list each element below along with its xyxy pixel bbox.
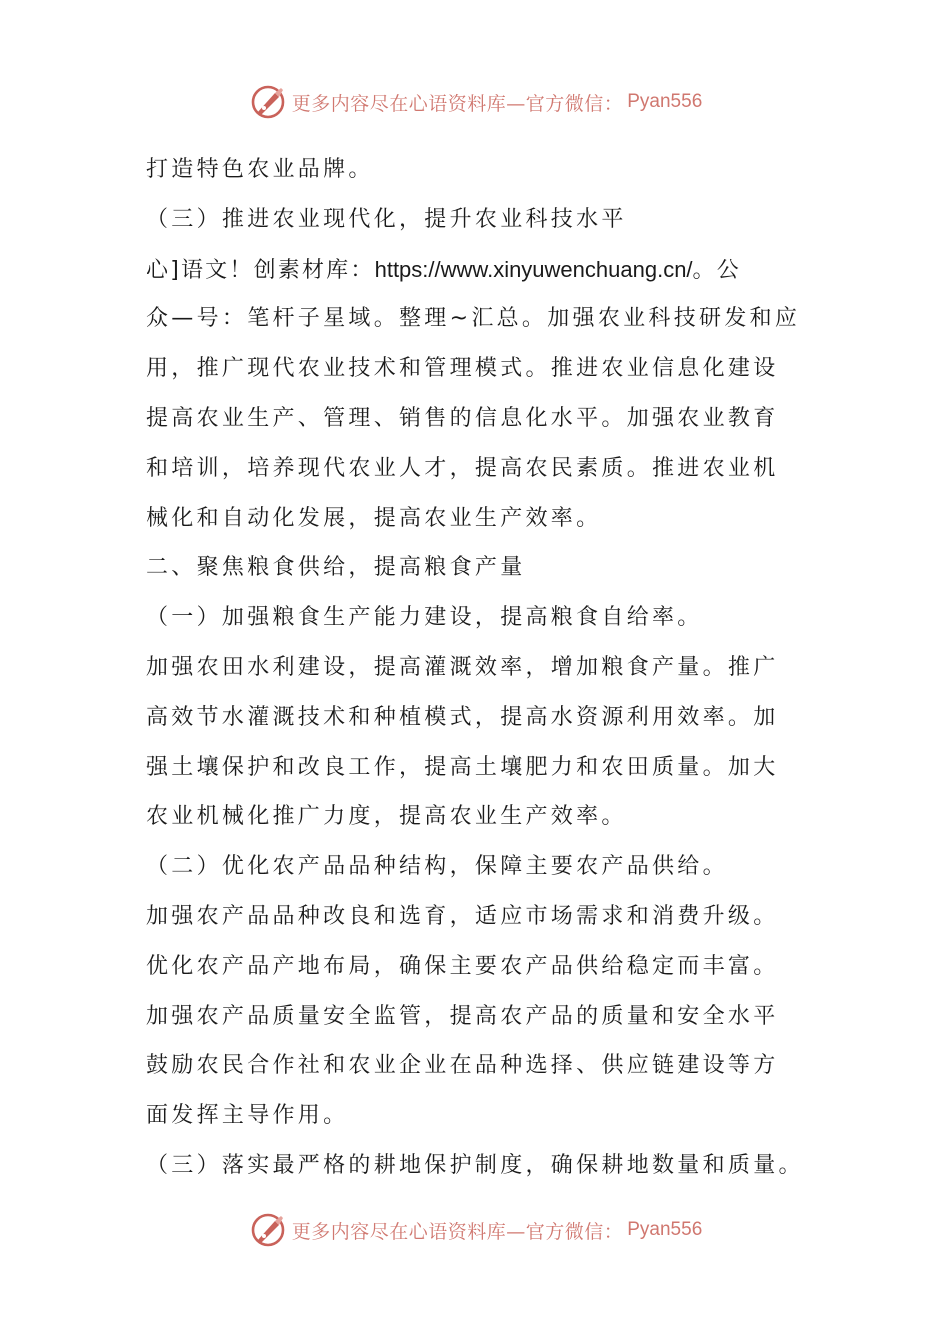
text-line: 和培训，培养现代农业人才，提高农民素质。推进农业机	[146, 455, 779, 481]
footer-watermark-banner	[0, 1208, 950, 1252]
text-line: 加强农田水利建设，提高灌溉效率，增加粮食产量。推广	[146, 654, 779, 680]
text-line-with-url	[146, 245, 810, 295]
text-line: 提高农业生产、管理、销售的信息化水平。加强农业教育	[146, 405, 779, 431]
document-body	[146, 145, 810, 1191]
watermark-text: 更多内容尽在心语资料库—官方微信：	[291, 1220, 624, 1243]
pen-nib-logo-icon	[248, 82, 288, 122]
text-line: 高效节水灌溉技术和种植模式，提高水资源利用效率。加	[146, 704, 779, 730]
text-line: 鼓励农民合作社和农业企业在品种选择、供应链建设等方	[146, 1053, 779, 1079]
watermark-wechat-id: Pyan556	[627, 91, 703, 112]
url-prefix: 心]语文！创素材库：	[146, 257, 375, 283]
text-line: 加强农产品品种改良和选育，适应市场需求和消费升级。	[146, 903, 779, 929]
header-watermark-banner	[0, 80, 950, 124]
section-heading: （三）推进农业现代化，提升农业科技水平	[146, 206, 627, 232]
text-line: 械化和自动化发展，提高农业生产效率。	[146, 505, 602, 531]
section-heading: 二、聚焦粮食供给，提高粮食产量	[146, 555, 526, 581]
subsection-heading: （一）加强粮食生产能力建设，提高粮食自给率。	[146, 605, 703, 631]
subsection-heading: （三）落实最严格的耕地保护制度，确保耕地数量和质量。	[146, 1152, 804, 1178]
watermark-wechat-id: Pyan556	[627, 1219, 703, 1240]
text-line: 农业机械化推广力度，提高农业生产效率。	[146, 804, 627, 830]
website-url: https://www.xinyuwenchuang.cn/	[374, 256, 693, 282]
text-line: 强土壤保护和改良工作，提高土壤肥力和农田质量。加大	[146, 754, 779, 780]
text-line: 面发挥主导作用。	[146, 1103, 349, 1129]
subsection-heading: （二）优化农产品品种结构，保障主要农产品供给。	[146, 854, 728, 880]
text-line: 加强农产品质量安全监管，提高农产品的质量和安全水平	[146, 1003, 779, 1029]
watermark-text: 更多内容尽在心语资料库—官方微信：	[291, 92, 624, 115]
text-line: 打造特色农业品牌。	[146, 157, 374, 182]
url-suffix: 。公	[692, 257, 741, 283]
text-line: 众—号：笔杆子星域。整理~汇总。加强农业科技研发和应	[146, 306, 801, 332]
text-line: 优化农产品产地布局，确保主要农产品供给稳定而丰富。	[146, 953, 779, 979]
pen-nib-logo-icon	[248, 1210, 288, 1250]
text-line: 用，推广现代农业技术和管理模式。推进农业信息化建设	[146, 356, 779, 382]
